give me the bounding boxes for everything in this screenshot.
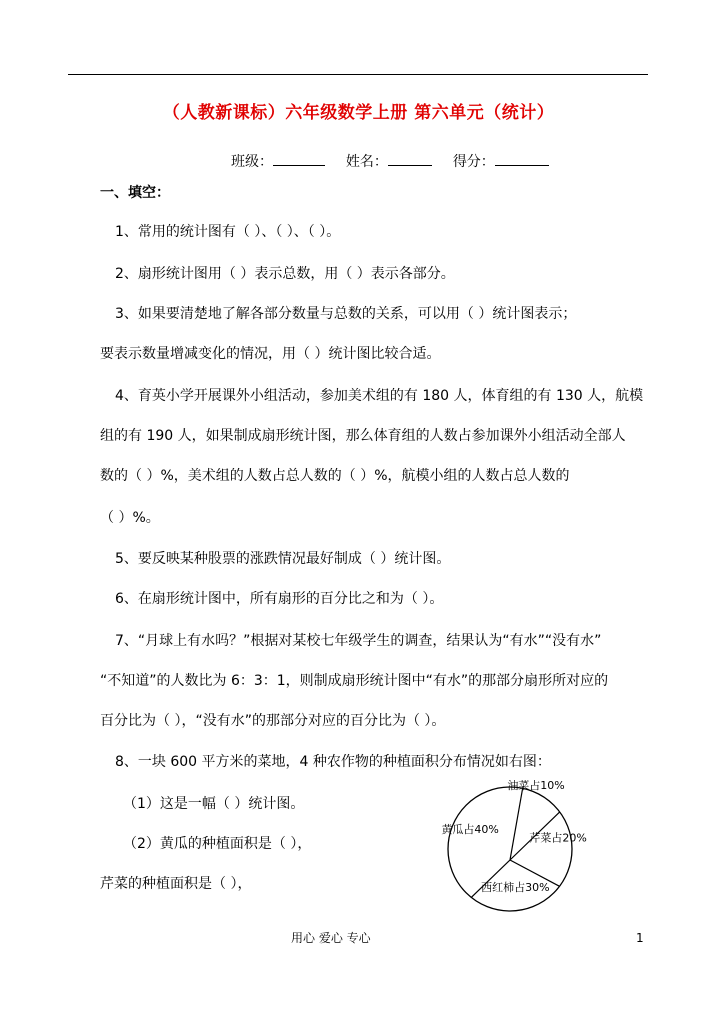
question-3-line-2: 要表示数量增减变化的情况，用（ ）统计图比较合适。 [100,346,441,362]
pie-label-2: 芹菜占20% [529,831,587,845]
question-4-line-1: 4、育英小学开展课外小组活动，参加美术组的有 180 人，体育组的有 130 人，航模 [115,388,644,404]
question-7-line-1: 7、“月球上有水吗？”根据对某校七年级学生的调查，结果认为“有水”“没有水” [115,633,602,649]
question-7-line-2: “不知道”的人数比为 6：3：1，则制成扇形统计图中“有水”的那部分扇形所对应的 [100,673,609,689]
student-info-row [231,150,549,172]
section-heading: 一、填空： [100,185,170,201]
question-7-line-3: 百分比为（ ），“没有水”的那部分对应的百分比为（ ）。 [100,713,446,729]
question-8-sub-2: （2）黄瓜的种植面积是（ ）， [123,836,312,852]
pie-label-1: 油菜占10% [507,780,565,793]
footer-motto: 用心 爱心 专心 [291,931,371,945]
question-5: 5、要反映某种股票的涨跌情况最好制成（ ）统计图。 [115,551,451,567]
name-field[interactable] [388,150,432,166]
page-title: （人教新课标）六年级数学上册 第六单元（统计） [162,103,555,123]
score-field[interactable] [495,150,549,166]
question-4-line-3: 数的（ ）%，美术组的人数占总人数的（ ）%，航模小组的人数占总人数的 [100,468,570,484]
question-2: 2、扇形统计图用（ ）表示总数，用（ ）表示各部分。 [115,266,455,282]
page-number: 1 [636,931,644,945]
pie-chart [420,780,620,930]
class-field[interactable] [273,150,325,166]
question-3-line-1: 3、如果要清楚地了解各部分数量与总数的关系，可以用（ ）统计图表示； [115,306,577,322]
question-8-sub-1: （1）这是一幅（ ）统计图。 [123,796,305,812]
question-8-sub-3: 芹菜的种植面积是（ ）， [100,876,252,892]
question-4-line-4: （ ）%。 [100,510,160,526]
question-8-intro: 8、一块 600 平方米的菜地，4 种农作物的种植面积分布情况如右图： [115,754,551,770]
name-label: 姓名： [345,154,388,170]
header-rule [68,74,648,75]
pie-label-4: 黄瓜占40% [441,822,499,836]
question-4-line-2: 组的有 190 人，如果制成扇形统计图，那么体育组的人数占参加课外小组活动全部人 [100,428,626,444]
pie-label-3: 西红柿占30% [481,881,550,895]
question-6: 6、在扇形统计图中，所有扇形的百分比之和为（ ）。 [115,591,444,607]
score-label: 得分： [452,154,495,170]
question-1: 1、常用的统计图有（ ）、（ ）、（ ）。 [115,224,341,240]
class-label: 班级： [231,154,273,170]
